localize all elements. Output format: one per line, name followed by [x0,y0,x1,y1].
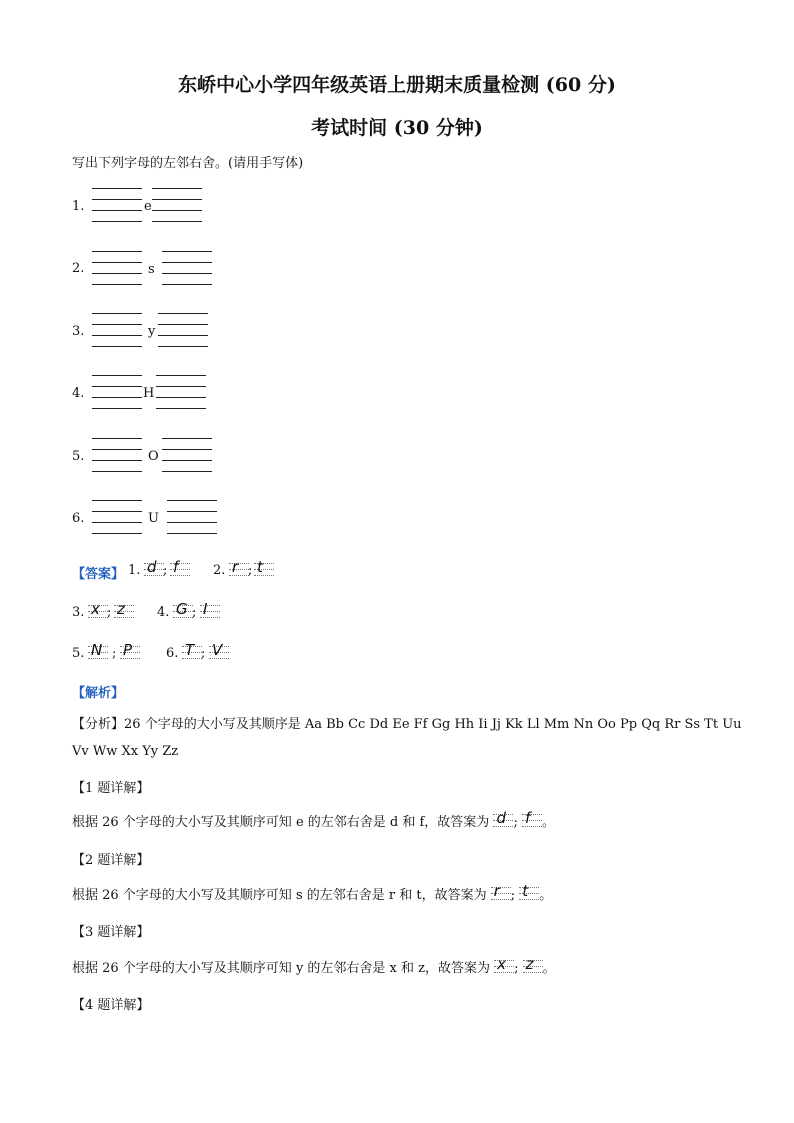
separator: ; [248,563,253,578]
detail-sentence: 根据 26 个字母的大小写及其顺序可知 y 的左邻右舍是 x 和 z，故答案为 [72,961,490,976]
handwriting-letter: T [185,641,195,659]
answer-number: 6. [166,646,179,661]
handwriting-letter: r [232,558,239,576]
question-letter: s [148,262,155,277]
separator: ; [163,563,168,578]
handwriting-letter: f [524,809,531,827]
detail-3-text [72,957,556,976]
question-letter: O [148,449,159,464]
separator: ; [510,888,516,903]
question-number: 6. [72,511,85,526]
handwriting-letter: t [257,558,263,576]
answer-number: 1. [128,563,141,578]
question-letter: y [148,324,156,339]
instruction: 写出下列字母的左邻右舍。(请用手写体) [72,156,304,171]
separator: ; [513,815,518,830]
handwriting-letter: z [525,955,534,973]
handwriting-letter: z [117,600,125,618]
detail-2-label: 【2 题详解】 [72,853,150,868]
detail-1-text [72,811,555,830]
separator: ; [201,646,206,661]
answer-number: 5. [72,646,85,661]
handwriting-letter: G [176,600,188,618]
handwriting-letter: f [173,558,179,576]
separator: ; [514,961,519,976]
exam-subtitle: 考试时间 (30 分钟) [311,117,483,139]
handwriting-letter: x [497,955,507,973]
answer-number: 4. [157,605,170,620]
question-number: 3. [72,324,85,339]
answer-number: 3. [72,605,85,620]
question-letter: H [143,386,155,401]
handwriting-letter: r [493,882,500,900]
detail-sentence: 根据 26 个字母的大小写及其顺序可知 e 的左邻右舍是 d 和 f，故答案为 [72,815,490,830]
fenxi-paragraph [72,713,742,732]
period: 。 [541,815,555,830]
handwriting-letter: d [147,558,157,576]
handwriting-letter: t [522,882,529,900]
detail-4-label: 【4 题详解】 [72,998,150,1013]
question-letter: e [144,199,152,214]
detail-2-text [72,884,552,903]
question-number: 2. [72,261,85,276]
period: 。 [542,961,556,976]
period: 。 [539,888,553,903]
detail-sentence: 根据 26 个字母的大小写及其顺序可知 s 的左邻右舍是 r 和 t，故答案为 [72,888,487,903]
handwriting-letter: N [91,641,103,659]
handwriting-letter: d [496,809,506,827]
handwriting-letter: P [123,641,133,659]
fenxi-text-line-2: Vv Ww Xx Yy Zz [72,744,179,759]
handwriting-letter: V [212,641,223,659]
answer-label: 【答案】 [72,567,125,582]
analysis-label: 【解析】 [72,686,125,701]
handwriting-letter: x [91,600,100,618]
question-number: 5. [72,449,85,464]
question-number: 4. [72,386,85,401]
fenxi-text-line-1: 26 个字母的大小写及其顺序是 Aa Bb Cc Dd Ee Ff Gg Hh Ii Jj Kk Ll Mm Nn Oo Pp Qq Rr Ss Tt Uu [124,717,742,732]
detail-3-label: 【3 题详解】 [72,925,150,940]
separator: ; [192,605,197,620]
separator: ; [112,646,117,661]
fenxi-label: 【分析】 [72,717,125,732]
separator: ; [107,605,112,620]
question-number: 1. [72,199,85,214]
handwriting-letter: I [203,600,208,618]
question-letter: U [148,511,159,526]
detail-1-label: 【1 题详解】 [72,781,150,796]
exam-title: 东峤中心小学四年级英语上册期末质量检测 (60 分) [178,74,616,96]
answer-number: 2. [213,563,226,578]
